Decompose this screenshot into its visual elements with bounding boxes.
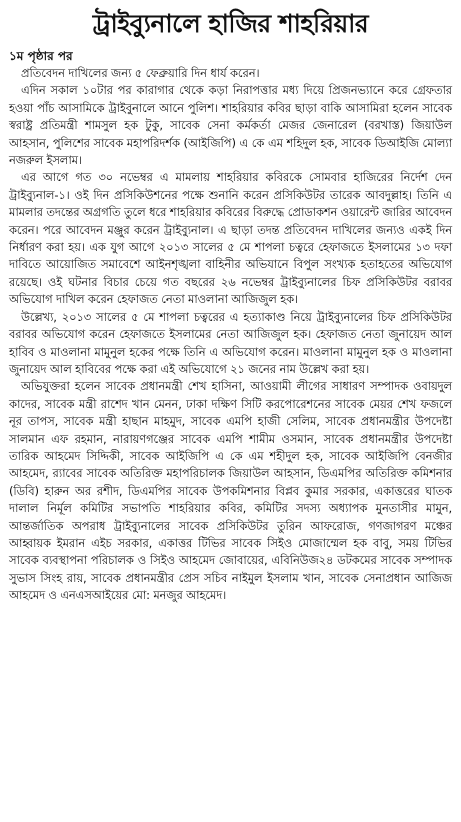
headline: ট্রাইব্যুনালে হাজির শাহরিয়ার — [92, 9, 369, 38]
paragraph: অভিযুক্তরা হলেন সাবেক প্রধানমন্ত্রী শেখ হাসিনা, আওয়ামী লীগের সাধারণ সম্পাদক ওবায়দুল কাদের, সাবেক মন্ত্রী রাশেদ খান মেনন, ঢাকা দক্ষিণ সিটি করপোরেশনের সাবেক মেয়র শেখ ফজলে নূর তাপস, সাবেক মন্ত্রী হাছান মাহমুদ, সাবেক এমপি হাজী সেলিম, সাবেক প্রধানমন্ত্রীর উপদেষ্টা সালমান এফ রহমান, নারায়ণগঞ্জের সাবেক এমপি শামীম ওসমান, সাবেক প্রধানমন্ত্রীর উপদেষ্টা তারিক আহমেদ সিদ্দিকী, সাবেক আইজিপি এ কে এম শহীদুল হক, সাবেক আইজিপি বেনজীর আহমেদ, র‍্যাবের সাবেক অতিরিক্ত মহাপরিচালক জিয়াউল আহসান, ডিএমপির অতিরিক্ত কমিশনার (ডিবি) হারুন অর রশীদ, ডিএমপির সাবেক উপকমিশনার বিপ্লব কুমার সরকার, একাত্তরের ঘাতক দালাল নির্মূল কমিটির সভাপতি শাহরিয়ার কবির, কমিটির সদস্য অধ্যাপক মুনতাসীর মামুন, আন্তর্জাতিক অপরাধ ট্রাইব্যুনালের সাবেক প্রসিকিউটর তুরিন আফরোজ, গণজাগরণ মঞ্চের আহ্বায়ক ইমরান এইচ সরকার, একাত্তর টিভির সাবেক সিইও মোজাম্মেল হক বাবু, সময় টিভির সাবেক ব্যবস্থাপনা পরিচালক ও সিইও আহমেদ জোবায়ের, এবিনিউজ২৪ ডটকমের সাবেক সম্পাদক সুভাস সিংহ রায়, সাবেক প্রধানমন্ত্রীর প্রেস সচিব নাইমুল ইসলাম খান, সাবেক সেনাপ্রধান আজিজ আহমেদ ও এনএসআইয়ের মো: মনজুর আহমেদ। — [9, 379, 452, 603]
continued-from-label: ১ম পৃষ্ঠার পর — [9, 49, 73, 63]
paragraph: প্রতিবেদন দাখিলের জন্য ৫ ফেব্রুয়ারি দিন ধার্য করেন। — [21, 66, 260, 80]
paragraph: এর আগে গত ৩০ নভেম্বর এ মামলায় শাহরিয়ার কবিরকে সোমবার হাজিরের নির্দেশ দেন ট্রাইব্যুনাল-১। ওই দিন প্রসিকিউশনের পক্ষে শুনানি করেন প্রসিকিউটর তারেক আবদুল্লাহ। তিনি এ মামলার তদন্তের অগ্রগতি তুলে ধরে শাহরিয়ার কবিরের বিরুদ্ধে প্রোডাকশন ওয়ারেন্ট জারির আবেদন করেন। পরে আবেদন মঞ্জুর করেন ট্রাইব্যুনাল। এ ছাড়া তদন্ত প্রতিবেদন দাখিলের জন্যও একই দিন নির্ধারণ করা হয়। এক যুগ আগে ২০১৩ সালের ৫ মে শাপলা চত্বরে হেফাজতে ইসলামের ১৩ দফা দাবিতে আয়োজিত সমাবেশে আইনশৃঙ্খলা বাহিনীর অভিযানে বিপুল সংখ্যক হতাহতের অভিযোগ রয়েছে। ওই ঘটনার বিচার চেয়ে গত বছরের ২৬ নভেম্বর ট্রাইব্যুনালের চিফ প্রসিকিউটর বরাবর অভিযোগ দাখিল করেন হেফাজত নেতা মাওলানা আজিজুল হক। — [9, 170, 452, 307]
paragraph: উল্লেখ্য, ২০১৩ সালের ৫ মে শাপলা চত্বরের এ হত্যাকাণ্ড নিয়ে ট্রাইব্যুনালের চিফ প্রসিকিউটর বরাবর অভিযোগ করেন হেফাজতে ইসলামের নেতা আজিজুল হক। হেফাজত নেতা জুনায়েদ আল হাবিব ও মাওলানা মামুনুল হকের পক্ষে তিনি এ অভিযোগ করেন। মাওলানা মামুনুল হক ও মাওলানা জুনায়েদ আল হাবিবের পক্ষে করা এই অভিযোগে ২১ জনের নাম উল্লেখ করা হয়। — [9, 309, 452, 376]
paragraph: এদিন সকাল ১০টার পর কারাগার থেকে কড়া নিরাপত্তার মধ্য দিয়ে প্রিজনভ্যানে করে গ্রেফতার হওয়া পাঁচ আসামিকে ট্রাইবুনালে আনে পুলিশ। শাহরিয়ার কবির ছাড়া বাকি আসামিরা হলেন সাবেক স্বরাষ্ট্র প্রতিমন্ত্রী শামসুল হক টুকু, সাবেক সেনা কর্মকর্তা মেজর জেনারেল (বরখাস্ত) জিয়াউল আহসান, পুলিশের সাবেক মহাপরিদর্শক (আইজিপি) এ কে এম শহিদুল হক, সাবেক ডিআইজি মোল্যা নজরুল ইসলাম। — [9, 83, 452, 168]
article-body — [9, 65, 452, 605]
